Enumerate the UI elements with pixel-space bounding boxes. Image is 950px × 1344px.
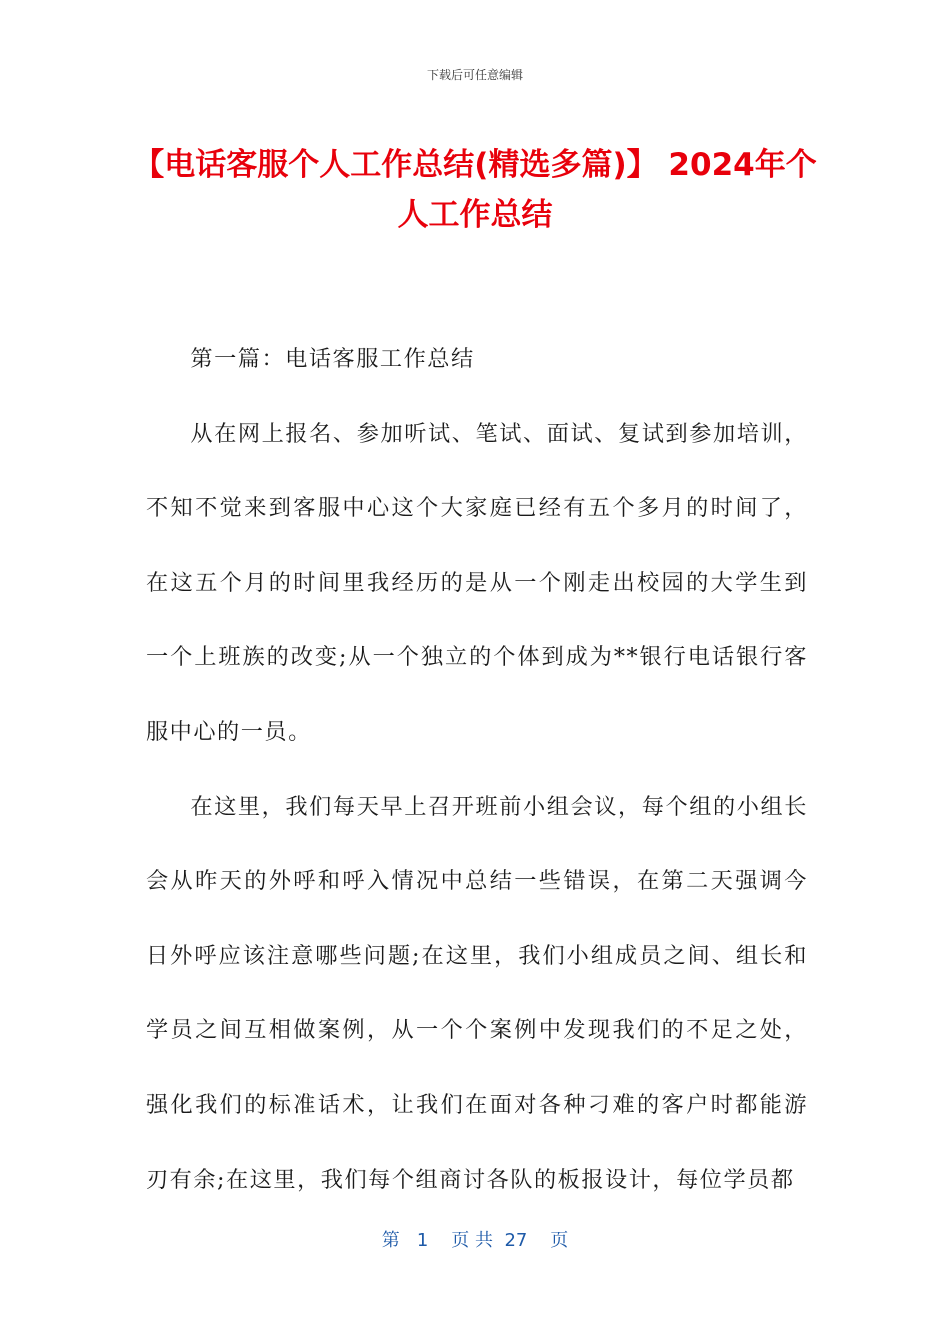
footer-page-prefix: 第 (381, 1230, 400, 1251)
header-note: 下载后可任意编辑 (426, 68, 523, 82)
paragraph: 在这里，我们每天早上召开班前小组会议，每个组的小组长会从昨天的外呼和呼入情况中总结一些错误，在第二天强调今日外呼应该注意哪些问题;在这里，我们小组成员之间、组长和学员之间互相做案例，从一个个案例中发现我们的不足之处，强化我们的标准话术，让我们在面对各种刁难的客户时都能游刃有余;在这里，我们每个组商讨各队的板报设计，每位学员都 (146, 793, 808, 1193)
footer-current-page: 1 (416, 1230, 429, 1251)
document-title: 【电话客服个人工作总结(精选多篇)】 2024年个人工作总结 (133, 147, 817, 233)
page-footer (0, 1226, 950, 1252)
paragraph: 从在网上报名、参加听试、笔试、面试、复试到参加培训，不知不觉来到客服中心这个大家庭已经有五个多月的时间了，在这五个月的时间里我经历的是从一个刚走出校园的大学生到一个上班族的改变;从一个独立的个体到成为**银行电话银行客服中心的一员。 (146, 420, 808, 745)
document-body (146, 322, 808, 1217)
section-heading: 第一篇：电话客服工作总结 (190, 346, 475, 372)
footer-total-pages: 27 (504, 1230, 528, 1251)
footer-page-suffix: 页 (550, 1230, 569, 1251)
footer-page-mid: 页 共 (451, 1230, 493, 1251)
